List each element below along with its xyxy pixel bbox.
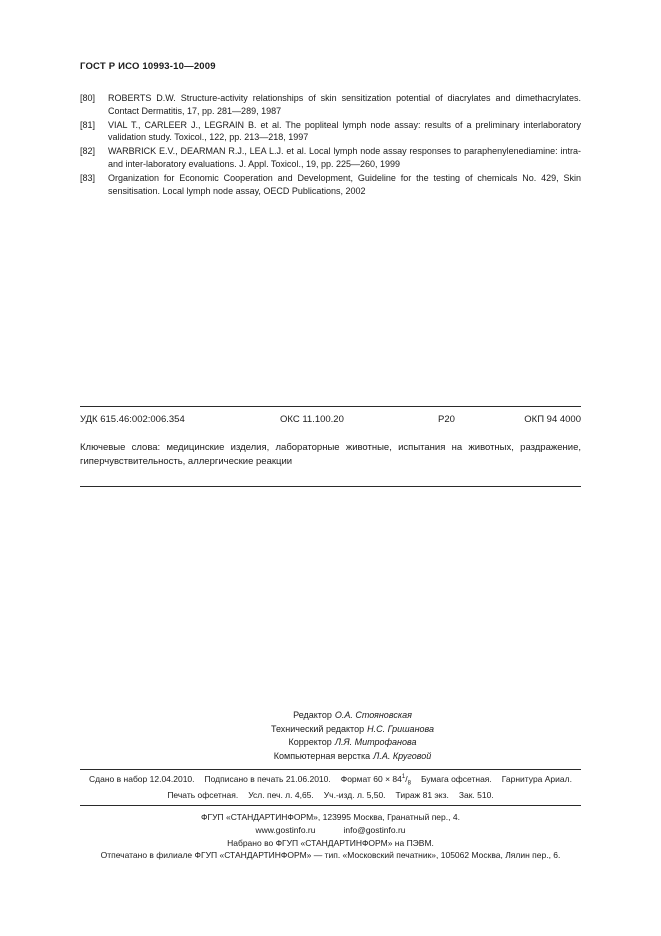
editors-block	[80, 709, 625, 763]
editor-name: Л.А. Круговой	[373, 750, 432, 761]
paper-format	[340, 774, 411, 787]
okp-code: ОКП 94 4000	[524, 414, 581, 425]
fraction-denominator: 8	[407, 780, 411, 787]
imprint-line-2	[70, 790, 591, 800]
imprint-line-1	[70, 774, 591, 787]
publisher-website: www.gostinfo.ru	[255, 824, 316, 835]
publisher-email: info@gostinfo.ru	[343, 824, 406, 835]
reference-item	[80, 172, 581, 197]
format-fraction	[401, 774, 411, 787]
printed-note: Отпечатано в филиале ФГУП «СТАНДАРТИНФОРМ» — тип. «Московский печатник», 105062 Москва, Лялин пер., 6.	[100, 850, 561, 861]
editor-role: Технический редактор	[270, 723, 365, 734]
reference-text: VIAL T., CARLEER J., LEGRAIN B. et al. The popliteal lymph node assay: results of a preliminary interlaboratory validation study. Toxicol., 122, pp. 213—218, 1997	[108, 119, 581, 143]
typeset-note: Набрано во ФГУП «СТАНДАРТИНФОРМ» на ПЭВМ.	[227, 837, 434, 848]
conventional-sheets: Усл. печ. л. 4,65.	[248, 790, 314, 800]
publisher-contacts	[48, 824, 613, 837]
format-text: Формат 60 × 84	[340, 774, 402, 784]
document-code: ГОСТ Р ИСО 10993-10—2009	[80, 61, 216, 72]
order-number: Зак. 510.	[458, 790, 494, 800]
references-list	[80, 92, 581, 199]
paper-type: Бумага офсетная.	[420, 774, 492, 784]
reference-number: [80]	[80, 93, 96, 103]
publisher-address: ФГУП «СТАНДАРТИНФОРМ», 123995 Москва, Гранатный пер., 4.	[201, 812, 460, 822]
reference-text: ROBERTS D.W. Structure-activity relationships of skin sensitization potential of diacrylates and dimethacrylates. Contact Dermatitis, 17, pp. 281—289, 1987	[108, 93, 581, 116]
reference-number: [83]	[80, 173, 96, 184]
editor-role: Корректор	[288, 737, 332, 748]
signed-date: Подписано в печать 21.06.2010.	[204, 774, 331, 784]
horizontal-rule	[80, 805, 581, 806]
reference-number: [82]	[80, 146, 96, 157]
fraction-numerator: 1	[401, 774, 406, 781]
edition-sheets: Уч.-изд. л. 5,50.	[323, 790, 386, 800]
horizontal-rule	[80, 486, 581, 487]
printing-type: Печать офсетная.	[167, 790, 239, 800]
classification-row	[80, 414, 581, 426]
circulation: Тираж 81 экз.	[395, 790, 449, 800]
reference-item	[80, 119, 581, 144]
udk-code: УДК 615.46:002:006.354	[80, 414, 185, 425]
editor-role: Компьютерная верстка	[273, 750, 371, 761]
editor-line	[80, 750, 625, 764]
editor-name: Л.Я. Митрофанова	[334, 737, 417, 748]
reference-item	[80, 145, 581, 170]
fraction-slash: /	[405, 774, 408, 784]
horizontal-rule	[80, 769, 581, 770]
reference-text: WARBRICK E.V., DEARMAN R.J., LEA L.J. et al. Local lymph node assay responses to paraphenylenediamine: intra- and inter-laboratory evaluations. J. Appl. Toxicol., 19, pp. 225—260, 1999	[108, 146, 581, 169]
group-code: Р20	[438, 414, 455, 425]
editor-role: Редактор	[293, 710, 332, 720]
typeface-name: Гарнитура Ариал.	[501, 774, 572, 784]
reference-item	[80, 92, 581, 117]
editor-name: Н.С. Гришанова	[367, 723, 435, 734]
editor-name: О.А. Стояновская	[334, 710, 412, 720]
keywords-paragraph: Ключевые слова: медицинские изделия, лабораторные животные, испытания на животных, раздражение, гиперчувствительность, аллергические реакции	[80, 442, 581, 467]
editor-line	[80, 736, 625, 750]
typeset-date: Сдано в набор 12.04.2010.	[89, 774, 195, 784]
editor-line	[80, 709, 625, 723]
editor-line	[80, 723, 625, 737]
reference-number: [81]	[80, 119, 96, 130]
publisher-block	[48, 811, 613, 862]
oks-code: ОКС 11.100.20	[280, 414, 344, 425]
reference-text: Organization for Economic Cooperation and Development, Guideline for the testing of chemicals No. 429, Skin sensitisation. Local lymph node assay, OECD Publications, 2002	[108, 173, 581, 196]
horizontal-rule	[80, 406, 581, 407]
